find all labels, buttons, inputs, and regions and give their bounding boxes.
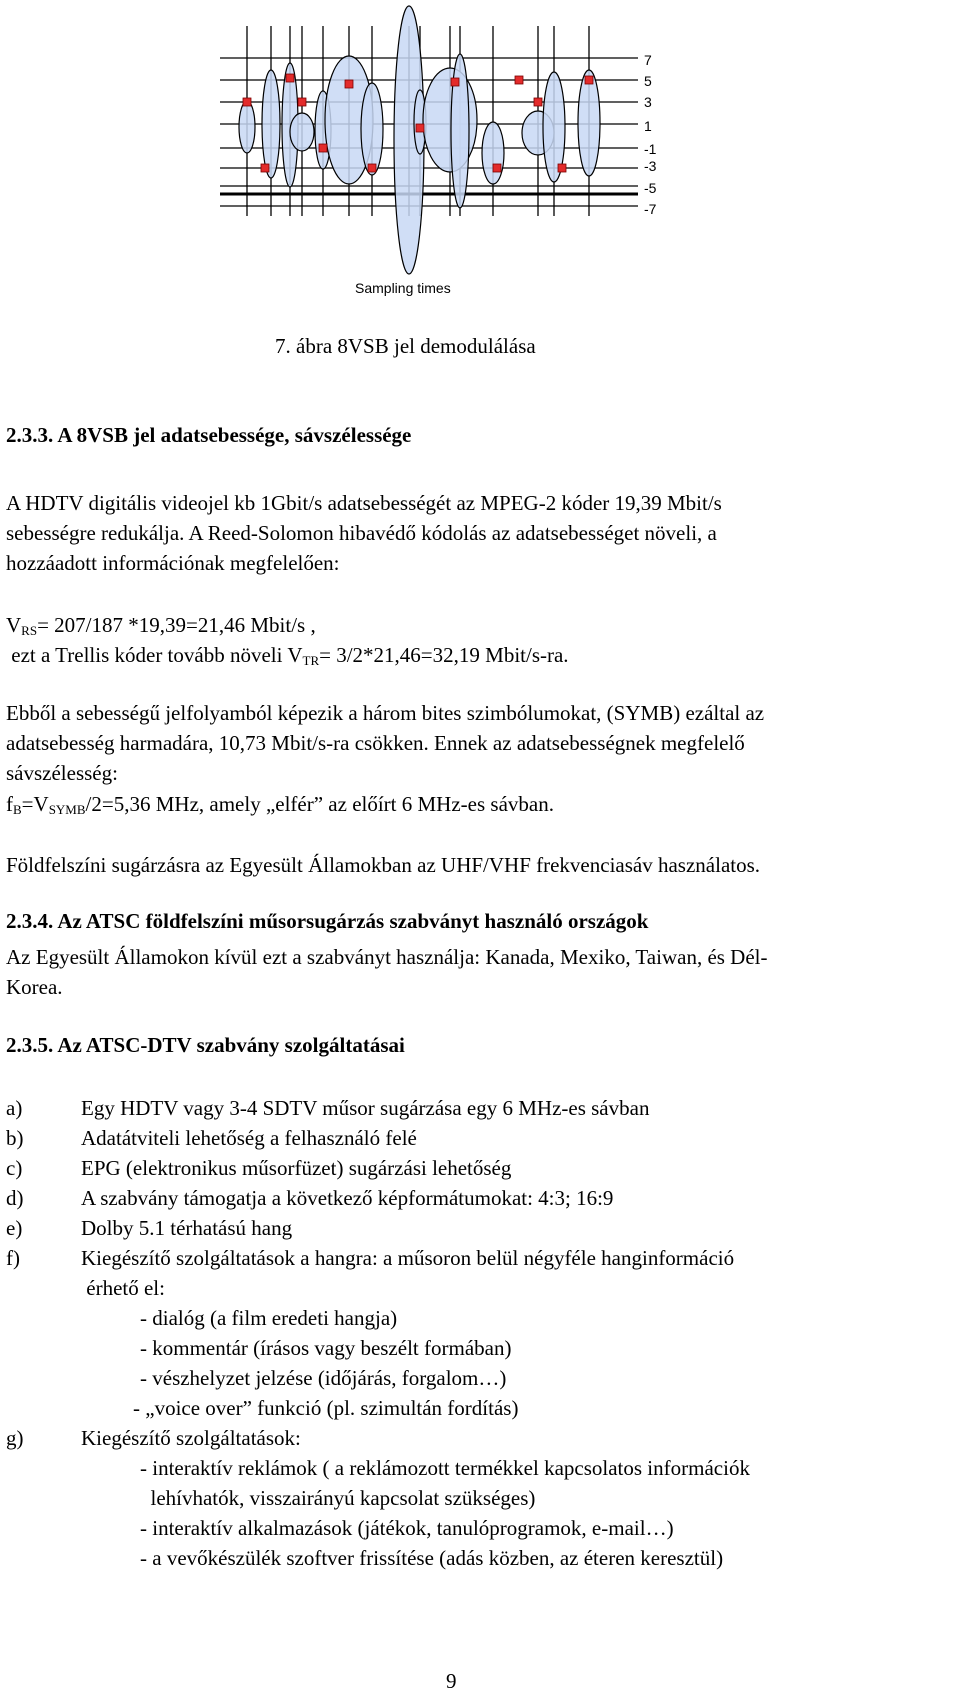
section-heading: 2.3.4. Az ATSC földfelszíni műsorsugárzás szabványt használó országok — [6, 909, 649, 933]
list-item: érhető el: — [81, 1276, 165, 1300]
paragraph-line: Az Egyesült Államokon kívül ezt a szabványt használja: Kanada, Mexiko, Taiwan, és Dél- — [6, 945, 768, 969]
list-item: Dolby 5.1 térhatású hang — [81, 1216, 293, 1240]
formula-symbol: V — [6, 613, 22, 637]
sample-marker — [558, 164, 566, 172]
level-label: -7 — [644, 201, 657, 217]
formula-text: = 207/187 *19,39=21,46 Mbit/s , — [37, 613, 316, 637]
level-label: -1 — [644, 141, 657, 157]
formula-text: /2=5,36 MHz, amely „elfér” az előírt 6 MHz-es sávban. — [85, 792, 554, 816]
list-item: - dialóg (a film eredeti hangja) — [140, 1306, 398, 1330]
sample-marker — [319, 144, 327, 152]
list-item: Kiegészítő szolgáltatások: — [81, 1426, 301, 1450]
pulse-ellipse — [482, 122, 504, 184]
paragraph-line: sávszélesség: — [6, 761, 118, 785]
list-item: - „voice over” funkció (pl. szimultán fordítás) — [133, 1396, 519, 1420]
list-marker: a) — [6, 1096, 23, 1120]
formula-text: = 3/2*21,46=32,19 Mbit/s-ra. — [319, 643, 569, 667]
list-item: - interaktív alkalmazások (játékok, tanulóprogramok, e-mail…) — [140, 1516, 674, 1540]
level-label: 1 — [644, 118, 652, 134]
pulse-ellipse — [451, 54, 469, 208]
list-item: lehívhatók, visszairányú kapcsolat szükséges) — [140, 1486, 536, 1510]
vsb-waveform-diagram — [0, 0, 960, 300]
sample-marker — [515, 76, 523, 84]
list-item: - vészhelyzet jelzése (időjárás, forgalom…) — [140, 1366, 507, 1390]
level-label: -3 — [644, 158, 657, 174]
formula-subscript: SYMB — [48, 802, 86, 817]
formula-symbol: f — [6, 792, 13, 816]
list-marker: b) — [6, 1126, 24, 1150]
paragraph-line: Korea. — [6, 975, 63, 999]
list-marker: f) — [6, 1246, 20, 1270]
list-marker: c) — [6, 1156, 23, 1180]
paragraph-line: Ebből a sebességű jelfolyamból képezik a három bites szimbólumokat, (SYMB) ezáltal az — [6, 701, 765, 725]
sample-marker — [298, 98, 306, 106]
section-heading: 2.3.3. A 8VSB jel adatsebessége, sávszélessége — [6, 423, 412, 447]
formula-subscript: B — [13, 802, 22, 817]
paragraph-line: A HDTV digitális videojel kb 1Gbit/s adatsebességét az MPEG-2 kóder 19,39 Mbit/s — [6, 491, 722, 515]
sample-marker — [534, 98, 542, 106]
list-item: A szabvány támogatja a következő képformátumokat: 4:3; 16:9 — [81, 1186, 614, 1210]
sample-marker — [243, 98, 251, 106]
list-item: - kommentár (írásos vagy beszélt formában) — [140, 1336, 512, 1360]
sample-marker — [585, 76, 593, 84]
sample-marker — [345, 80, 353, 88]
pulse-ellipse — [262, 70, 280, 178]
section-heading: 2.3.5. Az ATSC-DTV szabvány szolgáltatásai — [6, 1033, 405, 1057]
figure-caption: 7. ábra 8VSB jel demodulálása — [275, 334, 536, 358]
level-label: 7 — [644, 52, 652, 68]
list-marker: g) — [6, 1426, 24, 1450]
sample-marker — [493, 164, 501, 172]
sample-marker — [368, 164, 376, 172]
formula-text: =V — [21, 792, 49, 816]
formula-subscript: RS — [21, 623, 38, 638]
paragraph-line: Földfelszíni sugárzásra az Egyesült Államokban az UHF/VHF frekvenciasáv használatos. — [6, 853, 761, 877]
pulse-ellipse — [361, 83, 383, 175]
pulse-ellipse — [578, 70, 600, 176]
sampling-times-label: Sampling times — [355, 280, 451, 296]
page-number: 9 — [446, 1669, 457, 1693]
list-item: Egy HDTV vagy 3-4 SDTV műsor sugárzása egy 6 MHz-es sávban — [81, 1096, 650, 1120]
list-marker: e) — [6, 1216, 23, 1240]
level-label: 5 — [644, 73, 652, 89]
list-item: Adatátviteli lehetőség a felhasználó felé — [81, 1126, 417, 1150]
sample-marker — [416, 124, 424, 132]
sample-marker — [286, 74, 294, 82]
level-label: -5 — [644, 180, 657, 196]
list-marker: d) — [6, 1186, 24, 1210]
formula-fb — [6, 789, 554, 825]
list-item: Kiegészítő szolgáltatások a hangra: a műsoron belül négyféle hanginformáció — [81, 1246, 735, 1270]
paragraph-line: hozzáadott információnak megfelelően: — [6, 551, 340, 575]
vsb-demodulation-figure — [0, 0, 960, 300]
formula-subscript: TR — [302, 653, 320, 668]
paragraph-line: sebességre redukálja. A Reed-Solomon hibavédő kódolás az adatsebességet növeli, a — [6, 521, 717, 545]
paragraph-line: adatsebesség harmadára, 10,73 Mbit/s-ra csökken. Ennek az adatsebességnek megfelelő — [6, 731, 745, 755]
list-item: - a vevőkészülék szoftver frissítése (adás közben, az éteren keresztül) — [140, 1546, 724, 1570]
sample-marker — [261, 164, 269, 172]
list-item: EPG (elektronikus műsorfüzet) sugárzási lehetőség — [81, 1156, 512, 1180]
sample-marker — [451, 78, 459, 86]
formula-text: ezt a Trellis kóder tovább növeli V — [6, 643, 303, 667]
formula-vtr — [6, 640, 569, 676]
level-label: 3 — [644, 94, 652, 110]
pulse-ellipse — [290, 113, 314, 151]
list-item: - interaktív reklámok ( a reklámozott termékkel kapcsolatos információk — [140, 1456, 750, 1480]
pulse-ellipse — [239, 101, 255, 153]
